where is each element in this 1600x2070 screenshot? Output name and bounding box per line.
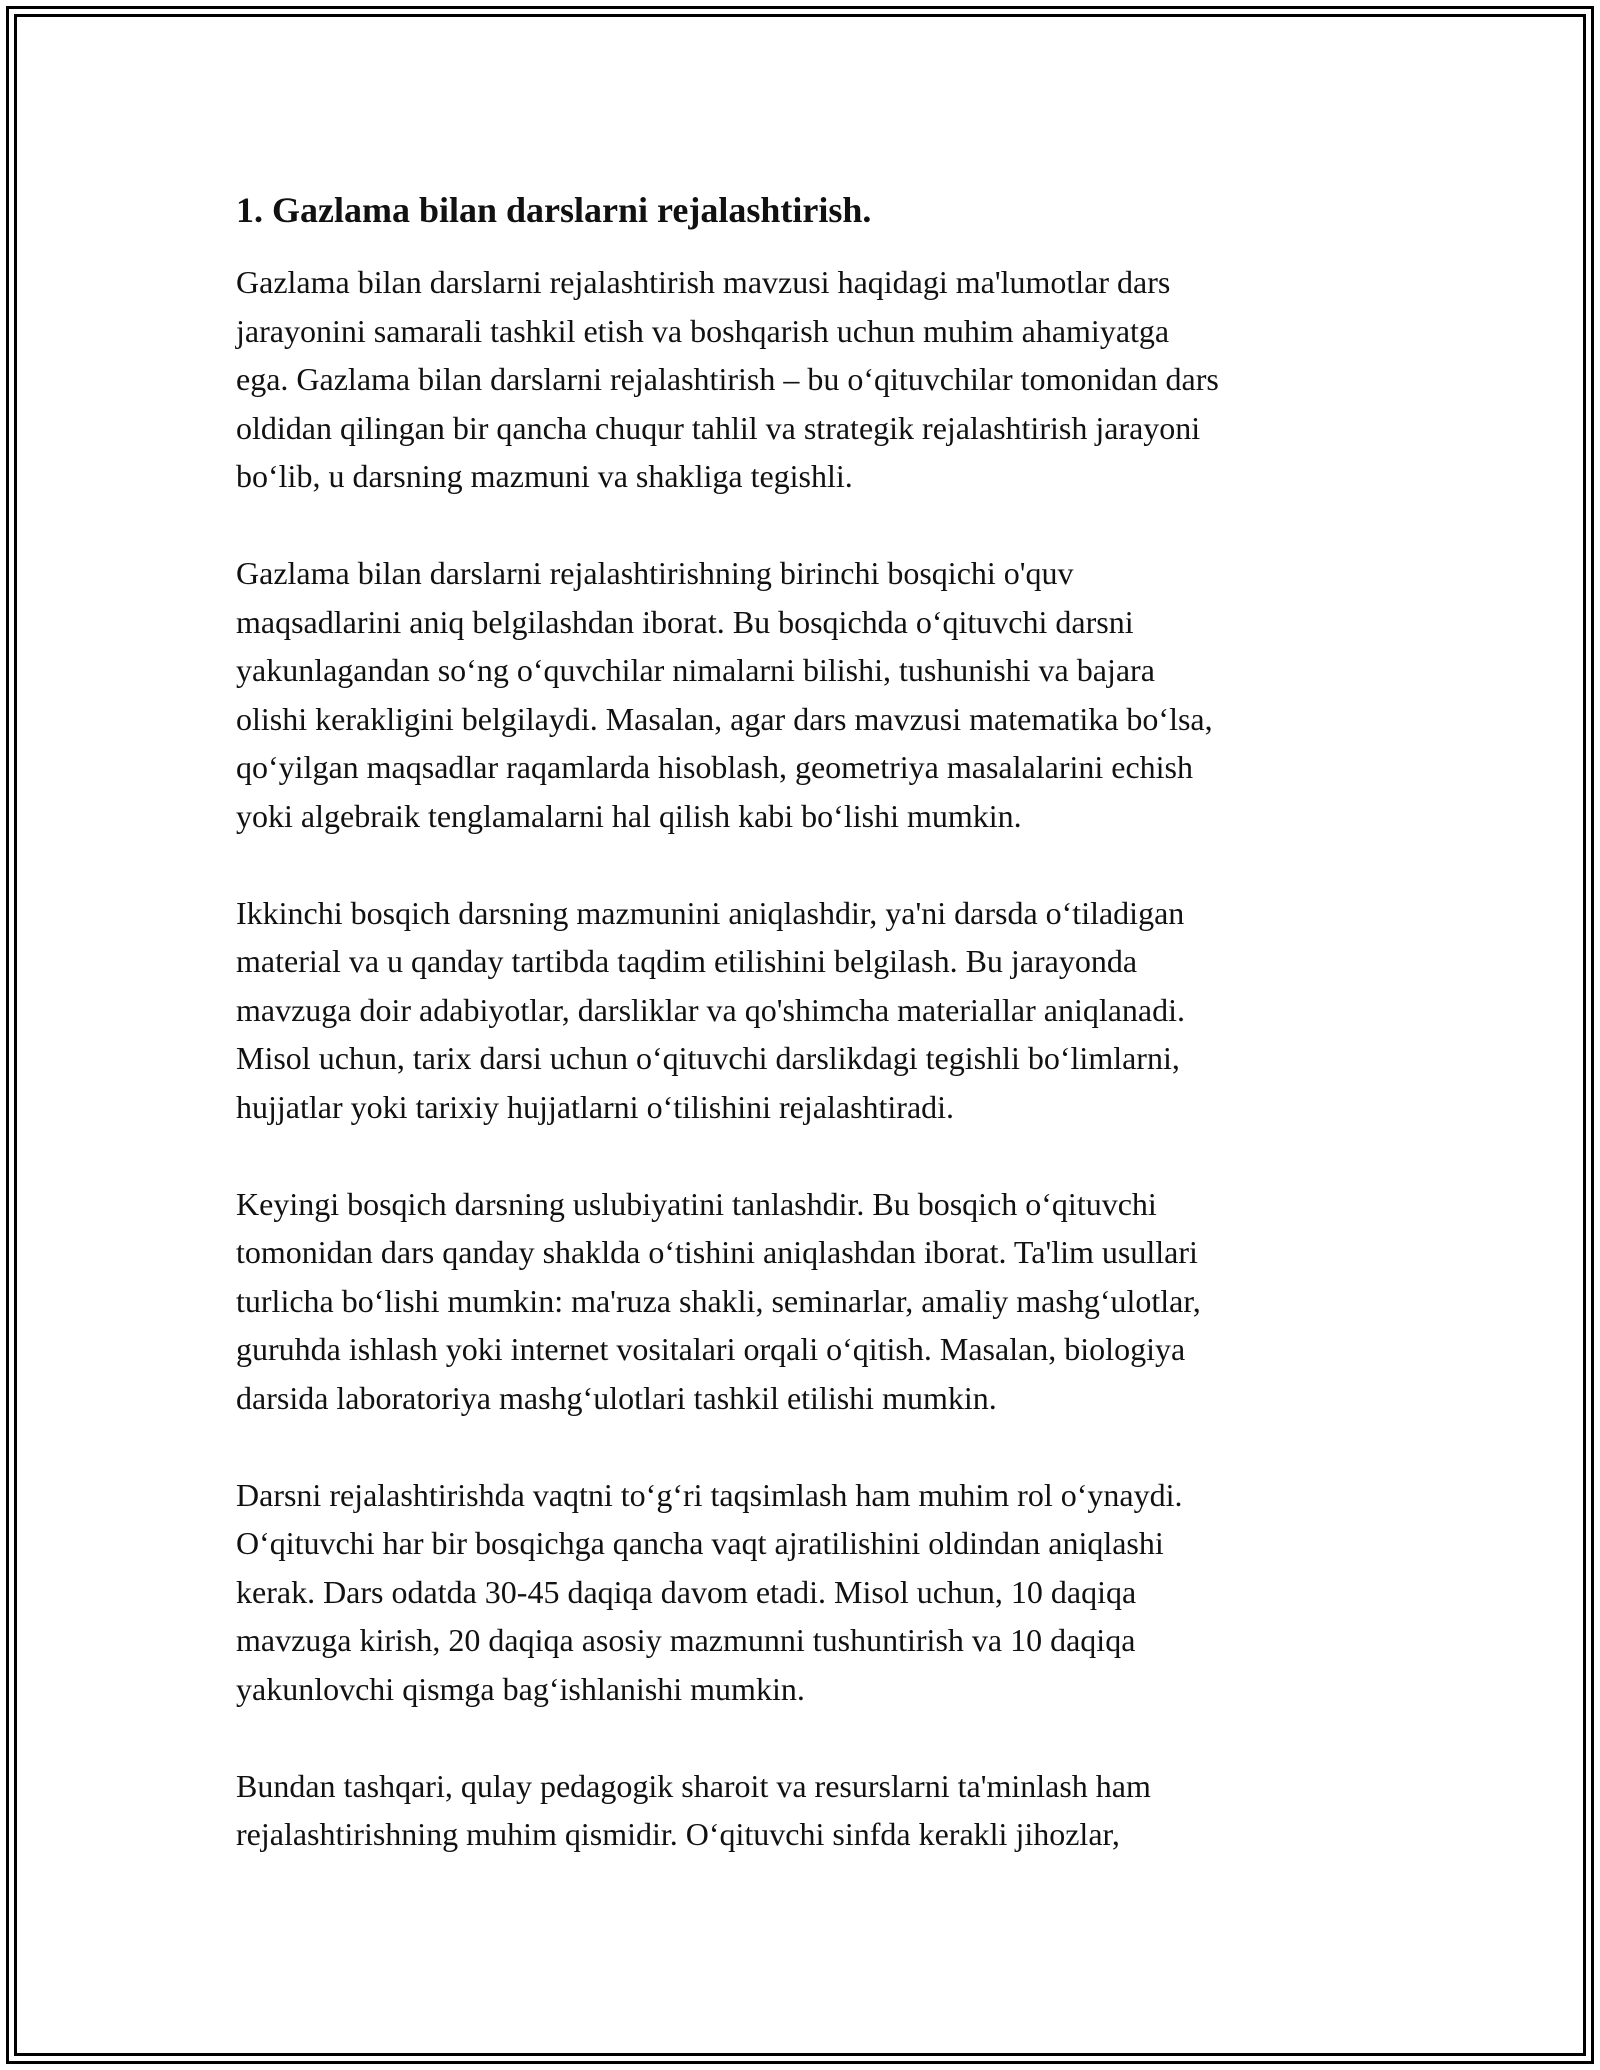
paragraph-1	[236, 258, 1386, 501]
text-line: material va u qanday tartibda taqdim etilishini belgilash. Bu jarayonda	[236, 943, 1138, 979]
text-line: mavzuga doir adabiyotlar, darsliklar va qo'shimcha materiallar aniqlanadi.	[236, 991, 1186, 1028]
text-line: olishi kerakligini belgilaydi. Masalan, agar dars mavzusi matematika bo‘lsa,	[236, 700, 1213, 737]
text-line: Darsni rejalashtirishda vaqtni to‘g‘ri taqsimlash ham muhim rol o‘ynaydi.	[236, 1476, 1183, 1513]
text-line: qo‘yilgan maqsadlar raqamlarda hisoblash, geometriya masalalarini echish	[236, 749, 1193, 785]
text-line: yakunlovchi qismga bag‘ishlanishi mumkin.	[236, 1670, 805, 1707]
text-line: Gazlama bilan darslarni rejalashtirishning birinchi bosqichi o'quv	[236, 555, 1074, 591]
text-line: bo‘lib, u darsning mazmuni va shakliga tegishli.	[236, 458, 853, 494]
text-line: turlicha bo‘lishi mumkin: ma'ruza shakli, seminarlar, amaliy mashg‘ulotlar,	[236, 1282, 1201, 1319]
text-line: darsida laboratoriya mashg‘ulotlari tashkil etilishi mumkin.	[236, 1379, 997, 1416]
text-line: yakunlagandan so‘ng o‘quvchilar nimalarni bilishi, tushunishi va bajara	[236, 652, 1155, 688]
text-line: yoki algebraik tenglamalarni hal qilish kabi bo‘lishi mumkin.	[236, 797, 1022, 834]
text-line: mavzuga kirish, 20 daqiqa asosiy mazmunni tushuntirish va 10 daqiqa	[236, 1622, 1136, 1658]
paragraph-5	[236, 1471, 1386, 1714]
text-line: hujjatlar yoki tarixiy hujjatlarni o‘tilishini rejalashtiradi.	[236, 1088, 955, 1125]
text-line: oldidan qilingan bir qancha chuqur tahlil va strategik rejalashtirish jarayoni	[236, 409, 1201, 446]
text-line: guruhda ishlash yoki internet vositalari orqali o‘qitish. Masalan, biologiya	[236, 1331, 1186, 1367]
text-line: kerak. Dars odatda 30-45 daqiqa davom etadi. Misol uchun, 10 daqiqa	[236, 1573, 1137, 1610]
text-line: tomonidan dars qanday shaklda o‘tishini aniqlashdan iborat. Ta'lim usullari	[236, 1234, 1198, 1270]
text-line: Misol uchun, tarix darsi uchun o‘qituvchi darslikdagi tegishli bo‘limlarni,	[236, 1040, 1180, 1076]
text-line: jarayonini samarali tashkil etish va boshqarish uchun muhim ahamiyatga	[236, 312, 1170, 349]
section-heading: 1. Gazlama bilan darslarni rejalashtirish.	[236, 190, 872, 230]
text-line: rejalashtirishning muhim qismidir. O‘qituvchi sinfda kerakli jihozlar,	[236, 1816, 1120, 1852]
text-line: Gazlama bilan darslarni rejalashtirish mavzusi haqidagi ma'lumotlar dars	[236, 264, 1171, 300]
text-line: Keyingi bosqich darsning uslubiyatini tanlashdir. Bu bosqich o‘qituvchi	[236, 1185, 1157, 1222]
text-line: Ikkinchi bosqich darsning mazmunini aniqlashdir, ya'ni darsda o‘tiladigan	[236, 894, 1185, 931]
paragraph-3	[236, 889, 1386, 1132]
text-line: Bundan tashqari, qulay pedagogik sharoit va resurslarni ta'minlash ham	[236, 1767, 1151, 1804]
paragraph-2	[236, 549, 1386, 840]
text-line: ega. Gazlama bilan darslarni rejalashtirish – bu o‘qituvchilar tomonidan dars	[236, 361, 1219, 397]
paragraph-6	[236, 1762, 1386, 1859]
document-body	[236, 186, 1386, 1907]
text-line: maqsadlarini aniq belgilashdan iborat. Bu bosqichda o‘qituvchi darsni	[236, 603, 1134, 640]
text-line: O‘qituvchi har bir bosqichga qancha vaqt ajratilishini oldindan aniqlashi	[236, 1525, 1164, 1561]
paragraph-4	[236, 1180, 1386, 1423]
